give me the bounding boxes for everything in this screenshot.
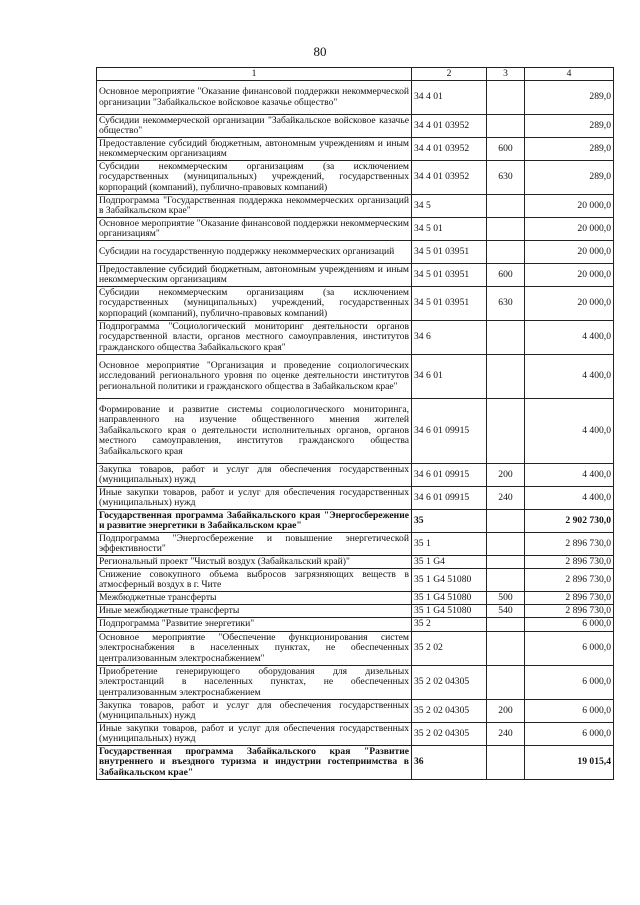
row-code-cell: 34 5	[412, 195, 487, 218]
row-code-cell: 35 1	[412, 533, 487, 556]
row-type-cell	[487, 666, 525, 700]
row-code-cell: 35 2 02	[412, 632, 487, 666]
row-type-cell: 200	[487, 700, 525, 723]
row-name-cell: Основное мероприятие "Обеспечение функционирования систем электроснабжения в населенных пунктах, не обеспеченных централизованным электроснабжением"	[97, 632, 412, 666]
table-row	[97, 746, 614, 780]
row-amount-cell: 4 400,0	[525, 355, 614, 399]
row-amount-cell: 2 902 730,0	[525, 510, 614, 533]
row-code-cell: 34 4 01	[412, 81, 487, 115]
row-name-cell: Подпрограмма "Социологический мониторинг деятельности органов государственной власти, органов местного самоуправления, институтов гражданского общества Забайкальского края"	[97, 321, 412, 355]
row-code-cell: 35 1 G4 51080	[412, 569, 487, 592]
table-row	[97, 556, 614, 569]
row-name-cell: Субсидии некоммерческой организации "Забайкальское войсковое казачье общество"	[97, 115, 412, 138]
row-type-cell: 600	[487, 264, 525, 287]
row-amount-cell: 2 896 730,0	[525, 533, 614, 556]
row-type-cell	[487, 510, 525, 533]
row-code-cell: 35 2 02 04305	[412, 723, 487, 746]
table-row	[97, 195, 614, 218]
row-type-cell	[487, 355, 525, 399]
row-code-cell: 34 6 01	[412, 355, 487, 399]
row-name-cell: Иные закупки товаров, работ и услуг для обеспечения государственных (муниципальных) нужд	[97, 487, 412, 510]
table-row	[97, 666, 614, 700]
table-row	[97, 241, 614, 264]
row-amount-cell: 2 896 730,0	[525, 592, 614, 605]
row-name-cell: Приобретение генерирующего оборудования для дизельных электростанций в населенных пунктах, не обеспеченных централизованным электроснабжением	[97, 666, 412, 700]
table-row	[97, 618, 614, 632]
row-name-cell: Государственная программа Забайкальского края "Энергосбережение и развитие энергетики в Забайкальском крае"	[97, 510, 412, 533]
row-name-cell: Подпрограмма "Государственная поддержка некоммерческих организаций в Забайкальском крае"	[97, 195, 412, 218]
row-type-cell	[487, 746, 525, 780]
row-name-cell: Основное мероприятие "Оказание финансовой поддержки некоммерческой организации "Забайкальское войсковое казачье общество"	[97, 81, 412, 115]
row-type-cell	[487, 81, 525, 115]
row-amount-cell: 6 000,0	[525, 618, 614, 632]
table-row	[97, 632, 614, 666]
table-row	[97, 218, 614, 241]
row-name-cell: Подпрограмма "Энергосбережение и повышение энергетической эффективности"	[97, 533, 412, 556]
row-amount-cell: 2 896 730,0	[525, 556, 614, 569]
table-row	[97, 399, 614, 464]
row-code-cell: 34 6	[412, 321, 487, 355]
row-code-cell: 34 4 01 03952	[412, 115, 487, 138]
row-amount-cell: 2 896 730,0	[525, 569, 614, 592]
table-row	[97, 592, 614, 605]
row-amount-cell: 289,0	[525, 81, 614, 115]
row-code-cell: 34 6 01 09915	[412, 399, 487, 464]
row-type-cell	[487, 399, 525, 464]
row-code-cell: 34 6 01 09915	[412, 464, 487, 487]
row-type-cell	[487, 569, 525, 592]
table-row	[97, 605, 614, 618]
table-row	[97, 115, 614, 138]
row-name-cell: Основное мероприятие "Оказание финансовой поддержки некоммерческим организациям"	[97, 218, 412, 241]
row-code-cell: 34 4 01 03952	[412, 138, 487, 161]
row-name-cell: Закупка товаров, работ и услуг для обеспечения государственных (муниципальных) нужд	[97, 464, 412, 487]
table-row	[97, 700, 614, 723]
row-amount-cell: 20 000,0	[525, 241, 614, 264]
row-name-cell: Иные межбюджетные трансферты	[97, 605, 412, 618]
row-type-cell	[487, 218, 525, 241]
row-type-cell	[487, 321, 525, 355]
row-amount-cell: 20 000,0	[525, 218, 614, 241]
row-code-cell: 35 2	[412, 618, 487, 632]
table-row	[97, 264, 614, 287]
row-name-cell: Межбюджетные трансферты	[97, 592, 412, 605]
row-name-cell: Субсидии некоммерческим организациям (за исключением государственных (муниципальных) учреждений, государственных корпораций (компаний), публично-правовых компаний)	[97, 161, 412, 195]
header-name-column: 1	[97, 68, 412, 81]
row-amount-cell: 289,0	[525, 138, 614, 161]
row-amount-cell: 6 000,0	[525, 723, 614, 746]
row-amount-cell: 4 400,0	[525, 321, 614, 355]
row-amount-cell: 4 400,0	[525, 399, 614, 464]
row-code-cell: 35 1 G4	[412, 556, 487, 569]
row-code-cell: 34 4 01 03952	[412, 161, 487, 195]
row-amount-cell: 19 015,4	[525, 746, 614, 780]
table-body	[97, 81, 614, 780]
row-amount-cell: 6 000,0	[525, 666, 614, 700]
row-code-cell: 35 1 G4 51080	[412, 605, 487, 618]
row-amount-cell: 6 000,0	[525, 700, 614, 723]
row-name-cell: Формирование и развитие системы социологического мониторинга, направленного на изучение общественного мнения жителей Забайкальского края о деятельности исполнительных органов, органов местного самоуправления, институтов гражданского общества Забайкальского края	[97, 399, 412, 464]
row-type-cell: 600	[487, 138, 525, 161]
row-code-cell: 36	[412, 746, 487, 780]
header-type-column: 3	[487, 68, 525, 81]
row-code-cell: 34 5 01 03951	[412, 287, 487, 321]
row-name-cell: Государственная программа Забайкальского края "Развитие внутреннего и въездного туризма и индустрии гостеприимства в Забайкальском крае"	[97, 746, 412, 780]
table-row	[97, 569, 614, 592]
row-amount-cell: 289,0	[525, 161, 614, 195]
row-type-cell: 540	[487, 605, 525, 618]
row-name-cell: Подпрограмма "Развитие энергетики"	[97, 618, 412, 632]
table-row	[97, 464, 614, 487]
row-type-cell	[487, 632, 525, 666]
header-amount-column: 4	[525, 68, 614, 81]
table-row	[97, 355, 614, 399]
row-type-cell: 500	[487, 592, 525, 605]
row-code-cell: 35	[412, 510, 487, 533]
header-row	[97, 68, 614, 81]
row-amount-cell: 2 896 730,0	[525, 605, 614, 618]
row-type-cell: 240	[487, 487, 525, 510]
row-code-cell: 34 6 01 09915	[412, 487, 487, 510]
row-amount-cell: 20 000,0	[525, 195, 614, 218]
table-row	[97, 138, 614, 161]
row-type-cell: 240	[487, 723, 525, 746]
row-code-cell: 35 1 G4 51080	[412, 592, 487, 605]
row-type-cell	[487, 618, 525, 632]
row-type-cell: 200	[487, 464, 525, 487]
row-amount-cell: 6 000,0	[525, 632, 614, 666]
row-code-cell: 34 5 01 03951	[412, 241, 487, 264]
row-code-cell: 35 2 02 04305	[412, 666, 487, 700]
row-name-cell: Региональный проект "Чистый воздух (Забайкальский край)"	[97, 556, 412, 569]
row-amount-cell: 20 000,0	[525, 264, 614, 287]
table-header	[97, 68, 614, 81]
row-name-cell: Предоставление субсидий бюджетным, автономным учреждениям и иным некоммерческим организациям	[97, 264, 412, 287]
row-amount-cell: 20 000,0	[525, 287, 614, 321]
row-name-cell: Закупка товаров, работ и услуг для обеспечения государственных (муниципальных) нужд	[97, 700, 412, 723]
table-row	[97, 287, 614, 321]
row-code-cell: 35 2 02 04305	[412, 700, 487, 723]
table-row	[97, 510, 614, 533]
row-type-cell	[487, 195, 525, 218]
row-code-cell: 34 5 01	[412, 218, 487, 241]
row-amount-cell: 4 400,0	[525, 464, 614, 487]
table-row	[97, 81, 614, 115]
table-row	[97, 487, 614, 510]
table-row	[97, 161, 614, 195]
table-row	[97, 723, 614, 746]
row-name-cell: Субсидии некоммерческим организациям (за исключением государственных (муниципальных) учреждений, государственных корпораций (компаний), публично-правовых компаний)	[97, 287, 412, 321]
row-amount-cell: 289,0	[525, 115, 614, 138]
row-amount-cell: 4 400,0	[525, 487, 614, 510]
row-name-cell: Предоставление субсидий бюджетным, автономным учреждениям и иным некоммерческим организациям	[97, 138, 412, 161]
page-number: 80	[313, 44, 327, 59]
row-type-cell	[487, 556, 525, 569]
row-type-cell: 630	[487, 287, 525, 321]
row-name-cell: Субсидии на государственную поддержку некоммерческих организаций	[97, 241, 412, 264]
row-type-cell	[487, 533, 525, 556]
row-type-cell	[487, 115, 525, 138]
row-name-cell: Иные закупки товаров, работ и услуг для обеспечения государственных (муниципальных) нужд	[97, 723, 412, 746]
row-type-cell	[487, 241, 525, 264]
table-row	[97, 533, 614, 556]
row-name-cell: Основное мероприятие "Организация и проведение социологических исследований регионального уровня по оценке деятельности институтов региональной политики и гражданского общества в Забайкальском крае"	[97, 355, 412, 399]
row-name-cell: Снижение совокупного объема выбросов загрязняющих веществ в атмосферный воздух в г. Чите	[97, 569, 412, 592]
budget-table	[96, 67, 614, 780]
header-code-column: 2	[412, 68, 487, 81]
row-code-cell: 34 5 01 03951	[412, 264, 487, 287]
row-type-cell: 630	[487, 161, 525, 195]
table-row	[97, 321, 614, 355]
